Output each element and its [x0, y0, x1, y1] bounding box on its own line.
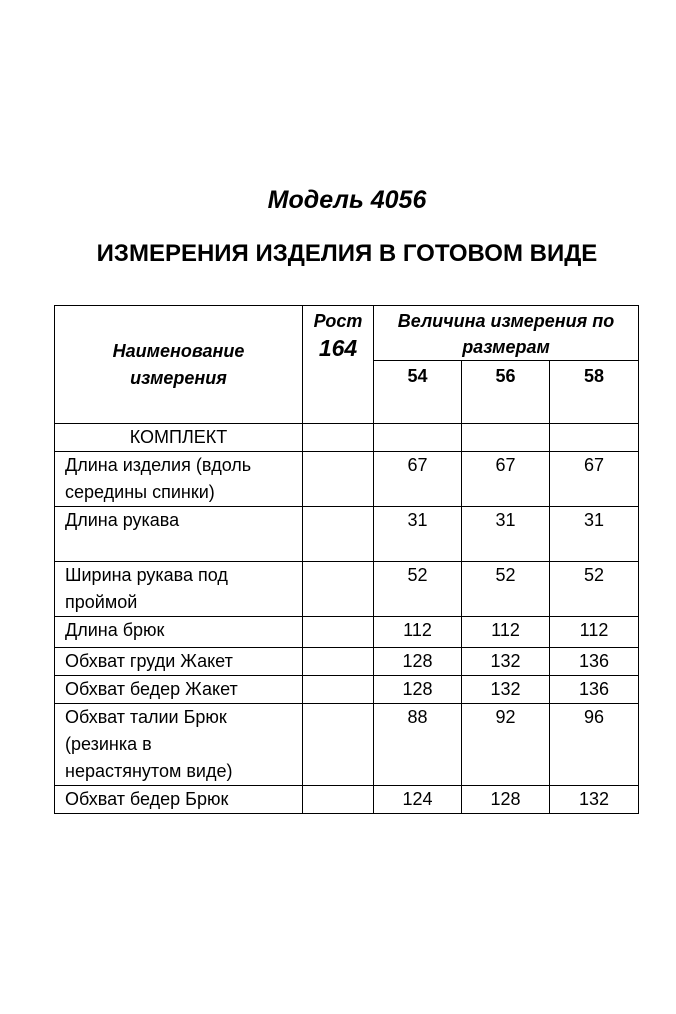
- section-label: КОМПЛЕКТ: [55, 424, 303, 452]
- row-height: [303, 648, 374, 676]
- row-value-58: 132: [550, 786, 639, 814]
- height-value: 164: [318, 335, 358, 361]
- row-value-56: 128: [462, 786, 550, 814]
- row-value-58: 52: [550, 562, 639, 617]
- header-height: [303, 306, 374, 424]
- table-row: [55, 704, 639, 786]
- row-name: Обхват талии Брюк (резинка в нерастянутом виде): [55, 704, 303, 786]
- empty-cell: [550, 424, 639, 452]
- row-name: Длина рукава: [55, 507, 303, 562]
- model-title: Модель 4056: [267, 186, 427, 214]
- row-value-56: 31: [462, 507, 550, 562]
- row-height: [303, 676, 374, 704]
- row-value-58: 136: [550, 676, 639, 704]
- measurements-table: [54, 305, 639, 814]
- row-value-56: 132: [462, 648, 550, 676]
- row-name: Ширина рукава под проймой: [55, 562, 303, 617]
- document-title: ИЗМЕРЕНИЯ ИЗДЕЛИЯ В ГОТОВОМ ВИДЕ: [96, 240, 598, 267]
- row-height: [303, 786, 374, 814]
- row-value-54: 128: [374, 676, 462, 704]
- height-label: Рост: [313, 311, 363, 331]
- header-size-group: Величина измерения по размерам: [374, 306, 639, 361]
- row-value-58: 136: [550, 648, 639, 676]
- row-value-58: 67: [550, 452, 639, 507]
- row-value-58: 31: [550, 507, 639, 562]
- row-name: Обхват бедер Жакет: [55, 676, 303, 704]
- row-height: [303, 617, 374, 648]
- row-value-56: 92: [462, 704, 550, 786]
- row-value-58: 112: [550, 617, 639, 648]
- empty-cell: [462, 424, 550, 452]
- row-value-54: 88: [374, 704, 462, 786]
- table-row: [55, 507, 639, 562]
- row-name: Длина изделия (вдоль середины спинки): [55, 452, 303, 507]
- row-height: [303, 452, 374, 507]
- table-row: [55, 452, 639, 507]
- header-size-56: 56: [462, 361, 550, 424]
- row-height: [303, 507, 374, 562]
- row-value-54: 124: [374, 786, 462, 814]
- row-name: Обхват бедер Брюк: [55, 786, 303, 814]
- table-row: [55, 648, 639, 676]
- table-row: [55, 562, 639, 617]
- header-size-58: 58: [550, 361, 639, 424]
- row-value-54: 112: [374, 617, 462, 648]
- row-value-56: 112: [462, 617, 550, 648]
- row-value-54: 67: [374, 452, 462, 507]
- header-size-54: 54: [374, 361, 462, 424]
- row-value-56: 132: [462, 676, 550, 704]
- header-measurement-name: Наименование измерения: [55, 306, 303, 424]
- empty-cell: [303, 424, 374, 452]
- table-row: [55, 786, 639, 814]
- row-name: Обхват груди Жакет: [55, 648, 303, 676]
- row-value-56: 52: [462, 562, 550, 617]
- row-value-54: 52: [374, 562, 462, 617]
- row-name: Длина брюк: [55, 617, 303, 648]
- row-value-54: 31: [374, 507, 462, 562]
- row-value-58: 96: [550, 704, 639, 786]
- table-row: [55, 676, 639, 704]
- row-height: [303, 704, 374, 786]
- empty-cell: [374, 424, 462, 452]
- row-height: [303, 562, 374, 617]
- row-value-56: 67: [462, 452, 550, 507]
- row-value-54: 128: [374, 648, 462, 676]
- table-row: [55, 617, 639, 648]
